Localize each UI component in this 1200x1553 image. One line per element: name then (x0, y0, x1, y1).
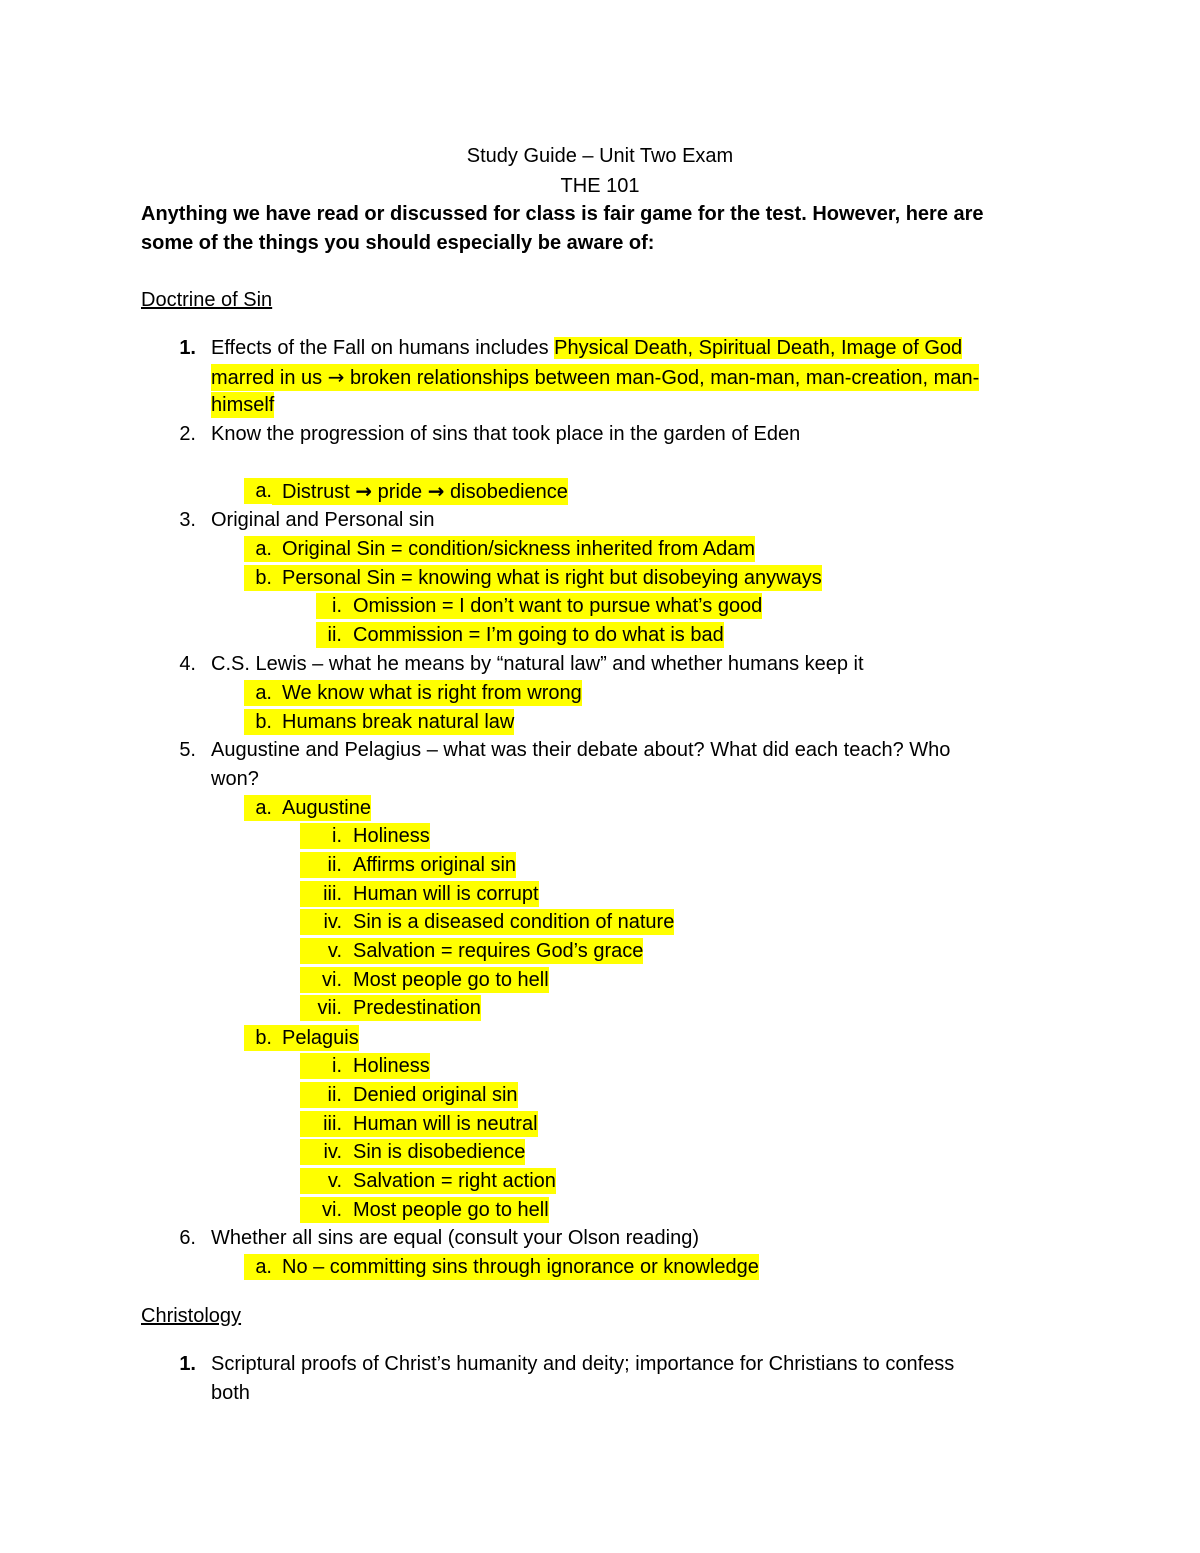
highlighted-line: Affirms original sin (342, 852, 516, 878)
highlighted-line: Holiness (342, 823, 430, 849)
list-item-text: Original and Personal sin (211, 509, 435, 531)
arrow-right-icon: → (427, 479, 445, 503)
list-roman: ii. (300, 852, 342, 878)
list-number: 3. (179, 509, 196, 531)
intro-line-1: Anything we have read or discussed for class is fair game for the test. However, here are (141, 203, 984, 225)
course-code: THE 101 (560, 175, 640, 197)
document-title: Study Guide – Unit Two Exam (466, 145, 734, 167)
section-heading-doctrine-of-sin: Doctrine of Sin (141, 289, 273, 311)
highlighted-line: Omission = I don’t want to pursue what’s good (342, 593, 762, 619)
highlighted-line: No – committing sins through ignorance or knowledge (272, 1254, 759, 1280)
list-number: 1. (179, 1353, 196, 1375)
highlighted-text: Physical Death, Spiritual Death, Image of God (554, 337, 963, 359)
list-letter: a. (244, 795, 272, 821)
highlighted-text: broken relationships between man-God, man-man, man-creation, man- (344, 367, 980, 389)
highlighted-line: Augustine (272, 795, 371, 821)
list-number: 2. (179, 423, 196, 445)
list-item-text: Know the progression of sins that took place in the garden of Eden (211, 423, 801, 445)
intro-line-2: some of the things you should especially be aware of: (141, 232, 655, 254)
highlighted-line: Sin is a diseased condition of nature (342, 909, 674, 935)
list-number: 5. (179, 739, 196, 761)
highlighted-line: Salvation = right action (342, 1168, 556, 1194)
highlighted-line (211, 364, 979, 391)
list-roman: i. (300, 1053, 342, 1079)
list-roman: iii. (300, 1111, 342, 1137)
highlighted-line: Denied original sin (342, 1082, 518, 1108)
item-text: pride (372, 481, 428, 503)
list-roman: ii. (300, 1082, 342, 1108)
highlighted-line: We know what is right from wrong (272, 680, 582, 706)
list-item-text: Whether all sins are equal (consult your Olson reading) (211, 1227, 700, 1249)
list-roman: i. (300, 823, 342, 849)
highlighted-line: Salvation = requires God’s grace (342, 938, 643, 964)
list-number: 1. (179, 337, 196, 359)
list-item-text (211, 335, 962, 361)
list-letter: b. (244, 1025, 272, 1051)
list-roman: vi. (300, 1197, 342, 1223)
list-letter: a. (244, 1254, 272, 1280)
highlighted-line: Most people go to hell (342, 967, 549, 993)
highlighted-line: Pelaguis (272, 1025, 359, 1051)
list-item-text: won? (211, 768, 259, 790)
list-item-text: C.S. Lewis – what he means by “natural law” and whether humans keep it (211, 653, 864, 675)
highlighted-line (272, 478, 568, 505)
list-roman: v. (300, 1168, 342, 1194)
highlighted-line: Commission = I’m going to do what is bad (342, 622, 724, 648)
list-letter: a. (244, 680, 272, 706)
arrow-right-icon: → (355, 479, 373, 503)
list-roman: i. (316, 593, 342, 619)
list-roman: iv. (300, 909, 342, 935)
list-number: 6. (179, 1227, 196, 1249)
highlighted-line: Most people go to hell (342, 1197, 549, 1223)
item-text: Distrust (282, 481, 356, 503)
list-roman: iii. (300, 881, 342, 907)
highlighted-line: Holiness (342, 1053, 430, 1079)
section-heading-christology: Christology (141, 1305, 242, 1327)
list-roman: vii. (300, 995, 342, 1021)
list-letter: b. (244, 565, 272, 591)
highlighted-line: Sin is disobedience (342, 1139, 525, 1165)
highlighted-line: himself (211, 394, 275, 416)
list-roman: v. (300, 938, 342, 964)
highlighted-line: Personal Sin = knowing what is right but disobeying anyways (272, 565, 822, 591)
list-letter: b. (244, 709, 272, 735)
item-text: disobedience (444, 481, 568, 503)
list-item-text: Augustine and Pelagius – what was their debate about? What did each teach? Who (211, 739, 951, 761)
arrow-right-icon: → (327, 365, 345, 389)
highlighted-line: Human will is corrupt (342, 881, 539, 907)
item-text: Effects of the Fall on humans includes (211, 337, 555, 359)
list-roman: vi. (300, 967, 342, 993)
highlighted-line: Predestination (342, 995, 481, 1021)
list-letter: a. (244, 478, 272, 504)
highlighted-line: Human will is neutral (342, 1111, 538, 1137)
highlighted-line: Humans break natural law (272, 709, 514, 735)
highlighted-line: Original Sin = condition/sickness inherited from Adam (272, 536, 755, 562)
list-letter: a. (244, 536, 272, 562)
list-number: 4. (179, 653, 196, 675)
list-item-text: Scriptural proofs of Christ’s humanity and deity; importance for Christians to confess (211, 1353, 955, 1375)
list-roman: ii. (316, 622, 342, 648)
highlighted-text: marred in us (211, 367, 328, 389)
list-item-text: both (211, 1382, 250, 1404)
list-roman: iv. (300, 1139, 342, 1165)
